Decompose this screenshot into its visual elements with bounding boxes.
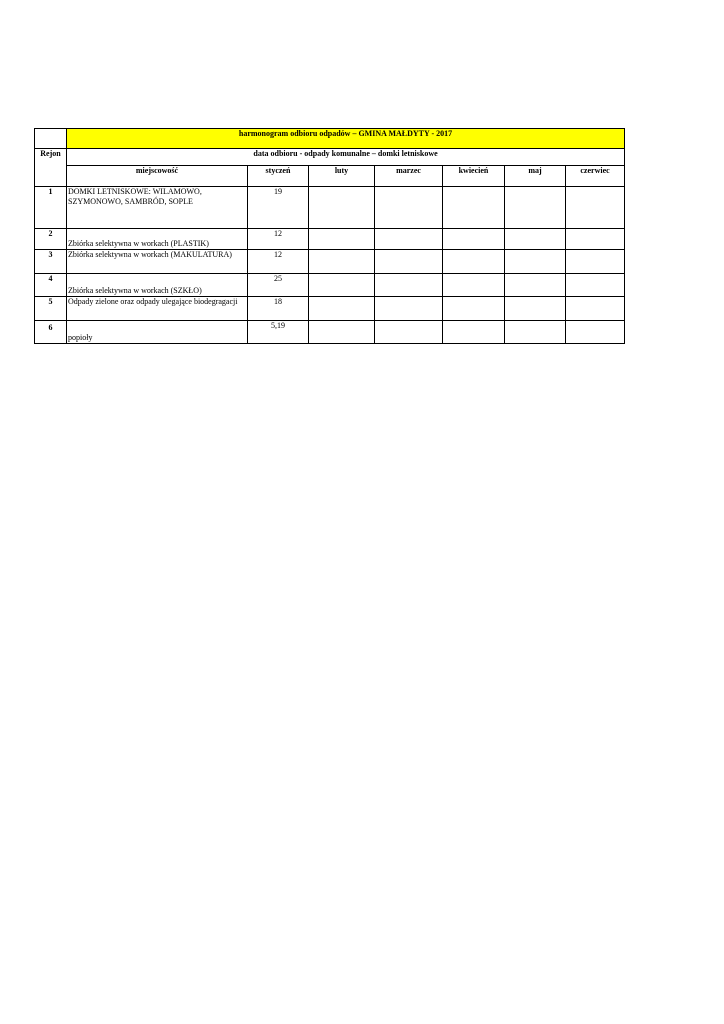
month-header-mar: marzec bbox=[375, 166, 443, 187]
value-cell bbox=[309, 274, 375, 297]
rejon-number: 5 bbox=[35, 297, 67, 321]
month-header-jun: czerwiec bbox=[566, 166, 625, 187]
location-cell: Zbiórka selektywna w workach (MAKULATURA) bbox=[67, 250, 248, 274]
value-cell bbox=[505, 229, 566, 250]
value-cell bbox=[309, 250, 375, 274]
value-cell bbox=[505, 187, 566, 229]
value-cell bbox=[505, 297, 566, 321]
value-cell bbox=[309, 187, 375, 229]
value-cell bbox=[566, 187, 625, 229]
value-cell bbox=[375, 297, 443, 321]
value-cell bbox=[443, 229, 505, 250]
value-cell bbox=[443, 187, 505, 229]
value-cell: 18 bbox=[248, 297, 309, 321]
rejon-number: 4 bbox=[35, 274, 67, 297]
value-cell: 25 bbox=[248, 274, 309, 297]
table-subtitle: data odbioru - odpady komunalne – domki letniskowe bbox=[67, 149, 625, 166]
location-cell: popioły bbox=[67, 321, 248, 344]
value-cell bbox=[505, 274, 566, 297]
value-cell: 19 bbox=[248, 187, 309, 229]
value-cell bbox=[309, 297, 375, 321]
value-cell bbox=[566, 250, 625, 274]
location-cell: Zbiórka selektywna w workach (SZKŁO) bbox=[67, 274, 248, 297]
table-row bbox=[35, 250, 625, 274]
month-header-apr: kwiecień bbox=[443, 166, 505, 187]
rejon-number: 2 bbox=[35, 229, 67, 250]
value-cell bbox=[375, 274, 443, 297]
collection-schedule-table bbox=[34, 128, 625, 344]
table-title: harmonogram odbioru odpadów – GMINA MAŁDYTY - 2017 bbox=[67, 129, 625, 149]
rejon-number: 3 bbox=[35, 250, 67, 274]
location-cell: DOMKI LETNISKOWE: WILAMOWO, SZYMONOWO, SAMBRÓD, SOPLE bbox=[67, 187, 248, 229]
table-row bbox=[35, 187, 625, 229]
table-row bbox=[35, 321, 625, 344]
value-cell bbox=[443, 297, 505, 321]
value-cell: 12 bbox=[248, 229, 309, 250]
value-cell bbox=[375, 229, 443, 250]
rejon-number: 1 bbox=[35, 187, 67, 229]
table-row bbox=[35, 274, 625, 297]
value-cell bbox=[309, 229, 375, 250]
value-cell bbox=[566, 321, 625, 344]
value-cell bbox=[566, 274, 625, 297]
month-header-feb: luty bbox=[309, 166, 375, 187]
table-row bbox=[35, 229, 625, 250]
value-cell bbox=[505, 321, 566, 344]
value-cell: 5,19 bbox=[248, 321, 309, 344]
value-cell bbox=[375, 187, 443, 229]
rejon-number: 6 bbox=[35, 321, 67, 344]
value-cell bbox=[443, 250, 505, 274]
value-cell bbox=[566, 229, 625, 250]
value-cell bbox=[443, 321, 505, 344]
value-cell bbox=[375, 321, 443, 344]
value-cell bbox=[443, 274, 505, 297]
value-cell bbox=[566, 297, 625, 321]
table-row bbox=[35, 297, 625, 321]
value-cell bbox=[505, 250, 566, 274]
value-cell: 12 bbox=[248, 250, 309, 274]
location-cell: Zbiórka selektywna w workach (PLASTIK) bbox=[67, 229, 248, 250]
location-header: miejscowość bbox=[67, 166, 248, 187]
month-header-may: maj bbox=[505, 166, 566, 187]
corner-cell bbox=[35, 129, 67, 149]
location-cell: Odpady zielone oraz odpady ulegające biodegragacji bbox=[67, 297, 248, 321]
value-cell bbox=[375, 250, 443, 274]
month-header-jan: styczeń bbox=[248, 166, 309, 187]
rejon-header: Rejon bbox=[35, 149, 67, 187]
value-cell bbox=[309, 321, 375, 344]
